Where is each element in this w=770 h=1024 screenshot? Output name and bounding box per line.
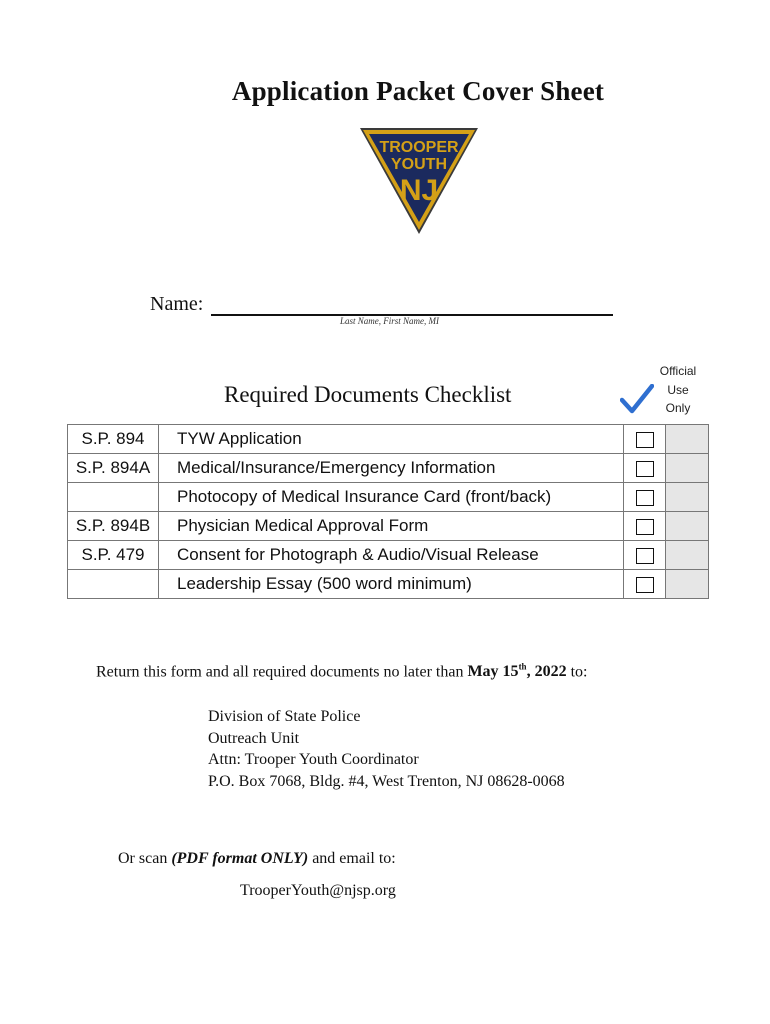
doc-description: Medical/Insurance/Emergency Information	[159, 454, 624, 483]
doc-code: S.P. 894	[68, 425, 159, 454]
table-row	[68, 483, 709, 512]
document-checkbox[interactable]	[636, 490, 654, 506]
logo-text-youth: YOUTH	[391, 156, 447, 173]
name-input-line[interactable]	[211, 292, 613, 316]
name-label: Name:	[150, 293, 204, 315]
doc-description: Physician Medical Approval Form	[159, 512, 624, 541]
official-use-cell	[666, 483, 709, 512]
name-hint: Last Name, First Name, MI	[340, 316, 439, 326]
mailing-address	[208, 706, 565, 792]
doc-description: Consent for Photograph & Audio/Visual Release	[159, 541, 624, 570]
doc-description: TYW Application	[159, 425, 624, 454]
doc-code: S.P. 479	[68, 541, 159, 570]
logo-text-trooper: TROOPER	[379, 139, 459, 156]
document-checkbox[interactable]	[636, 432, 654, 448]
table-row	[68, 425, 709, 454]
return-text: Return this form and all required documents no later than	[96, 663, 464, 681]
address-line: Division of State Police	[208, 708, 361, 725]
page-title: Application Packet Cover Sheet	[231, 76, 605, 106]
official-use-label	[648, 362, 708, 418]
address-line: Outreach Unit	[208, 729, 300, 747]
pdf-format-note: (PDF format ONLY)	[171, 850, 309, 867]
checkmark-icon	[620, 384, 654, 414]
table-row	[68, 454, 709, 483]
return-instructions	[96, 662, 587, 681]
documents-checklist-table	[67, 424, 709, 599]
address-line: Attn: Trooper Youth Coordinator	[208, 751, 419, 768]
doc-code	[68, 570, 159, 599]
checklist-title: Required Documents Checklist	[224, 382, 512, 407]
official-use-cell	[666, 512, 709, 541]
table-row	[68, 570, 709, 599]
official-use-cell	[666, 454, 709, 483]
trooper-youth-nj-logo	[358, 126, 480, 236]
scan-instructions: Or scan (PDF format ONLY) and email to:	[118, 850, 396, 867]
official-use-line-2: Use	[667, 382, 689, 397]
document-checkbox[interactable]	[636, 548, 654, 564]
table-row	[68, 541, 709, 570]
official-use-cell	[666, 425, 709, 454]
name-field	[150, 292, 613, 316]
official-use-cell	[666, 541, 709, 570]
doc-description: Photocopy of Medical Insurance Card (front/back)	[159, 483, 624, 512]
contact-email[interactable]: TrooperYouth@njsp.org	[240, 882, 396, 899]
address-line: P.O. Box 7068, Bldg. #4, West Trenton, NJ 08628-0068	[208, 772, 565, 790]
return-end: to:	[566, 663, 588, 681]
document-checkbox[interactable]	[636, 577, 654, 593]
official-use-line-3: Only	[665, 401, 691, 415]
document-checkbox[interactable]	[636, 461, 654, 477]
doc-code: S.P. 894B	[68, 512, 159, 541]
doc-code	[68, 483, 159, 512]
table-row	[68, 512, 709, 541]
doc-description: Leadership Essay (500 word minimum)	[159, 570, 624, 599]
document-checkbox[interactable]	[636, 519, 654, 535]
logo-text-nj: NJ	[399, 174, 439, 207]
doc-code: S.P. 894A	[68, 454, 159, 483]
official-use-line-1: Official	[659, 364, 697, 378]
official-use-cell	[666, 570, 709, 599]
deadline-date: May 15th, 2022	[467, 662, 567, 681]
